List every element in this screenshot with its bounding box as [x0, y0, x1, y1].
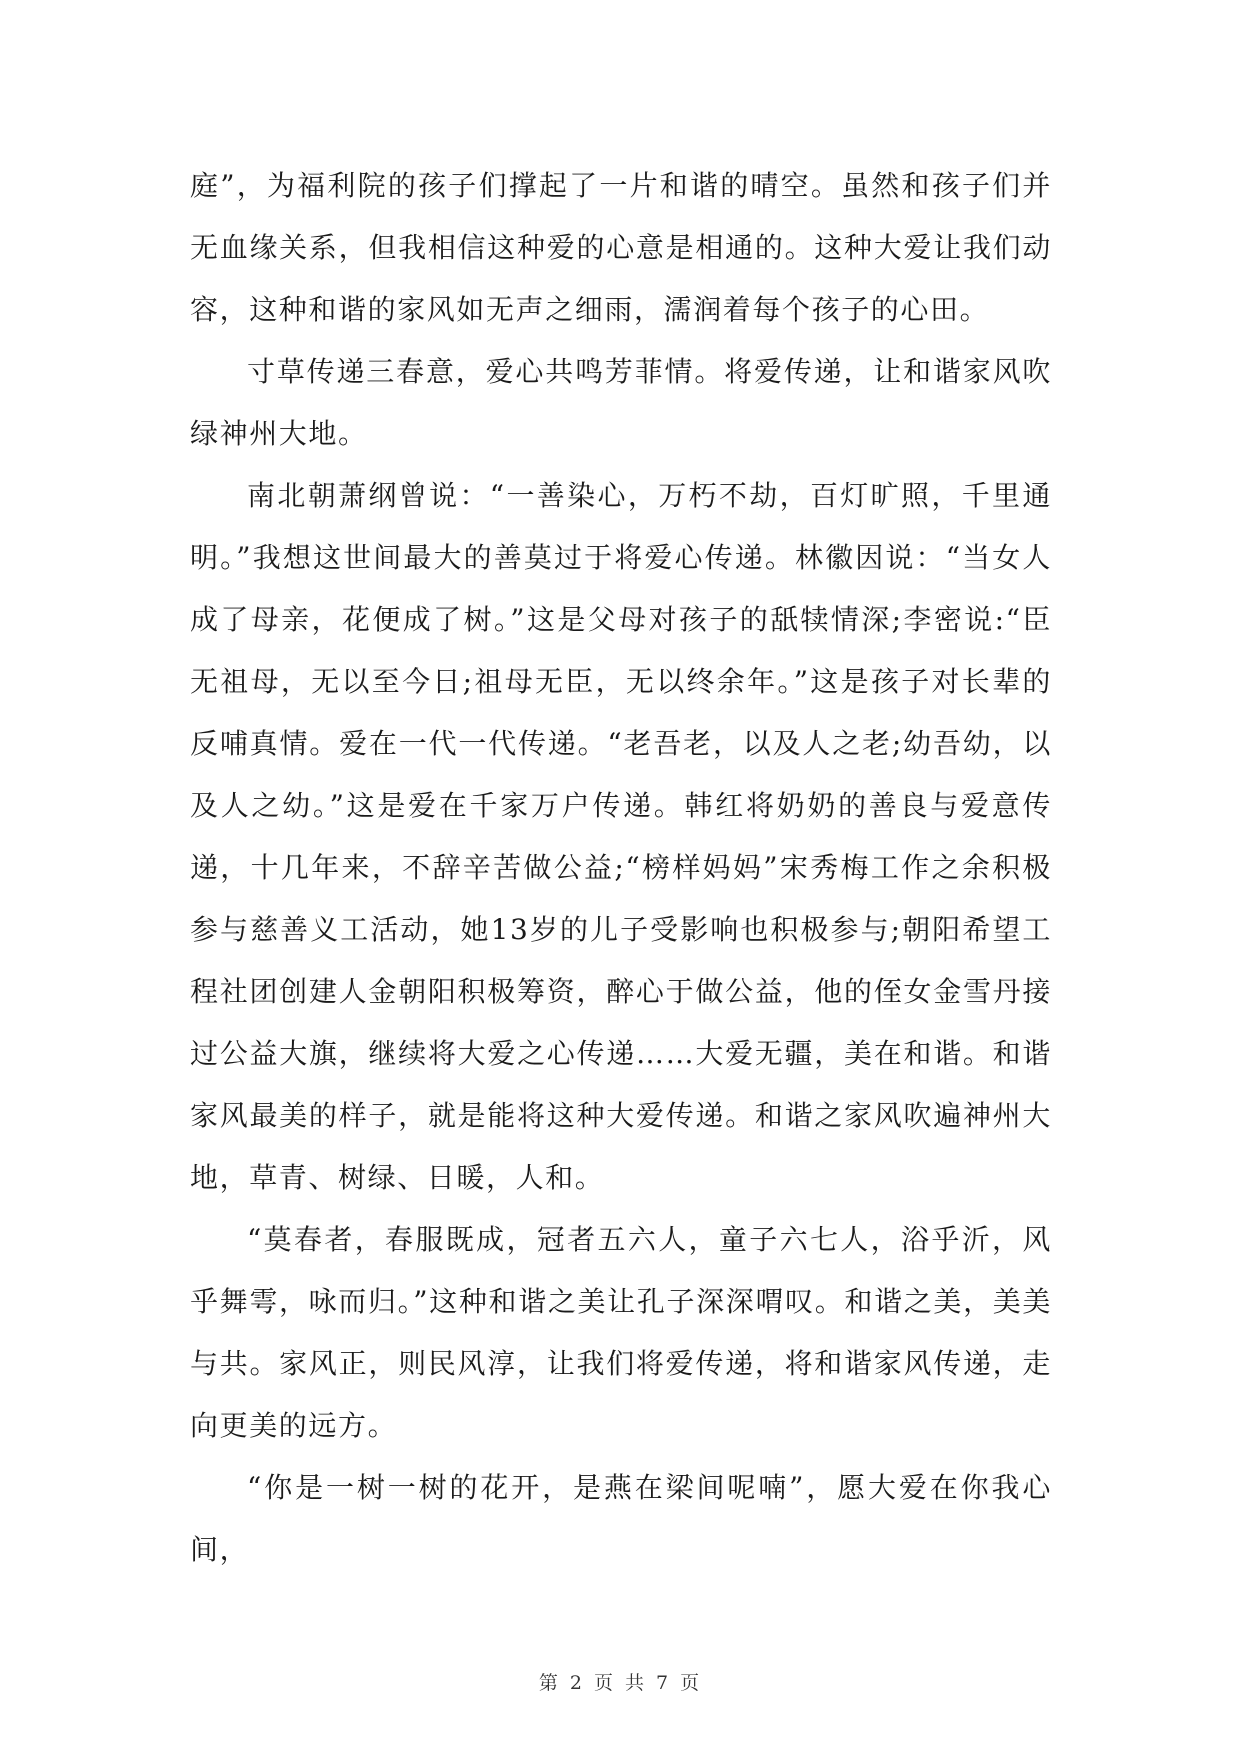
page-number-footer: 第 2 页 共 7 页 — [538, 1672, 703, 1694]
paragraph-2: 寸草传递三春意，爱心共鸣芳菲情。将爱传递，让和谐家风吹绿神州大地。 — [190, 355, 1052, 450]
paragraph-1: 庭”，为福利院的孩子们撑起了一片和谐的晴空。虽然和孩子们并无血缘关系，但我相信这种爱的心意是相通的。这种大爱让我们动容，这种和谐的家风如无声之细雨，濡润着每个孩子的心田。 — [190, 169, 1052, 326]
paragraph-3: 南北朝萧纲曾说：“一善染心，万朽不劫，百灯旷照，千里通明。”我想这世间最大的善莫过于将爱心传递。林徽因说：“当女人成了母亲，花便成了树。”这是父母对孩子的舐犊情深;李密说:“臣无祖母，无以至今日;祖母无臣，无以终余年。”这是孩子对长辈的反哺真情。爱在一代一代传递。“老吾老，以及人之老;幼吾幼，以及人之幼。”这是爱在千家万户传递。韩红将奶奶的善良与爱意传递，十几年来，不辞辛苦做公益;“榜样妈妈”宋秀梅工作之余积极参与慈善义工活动，她13岁的儿子受影响也积极参与;朝阳希望工程社团创建人金朝阳积极筹资，醉心于做公益，他的侄女金雪丹接过公益大旗，继续将大爱之心传递……大爱无疆，美在和谐。和谐家风最美的样子，就是能将这种大爱传递。和谐之家风吹遍神州大地，草青、树绿、日暖，人和。 — [190, 479, 1052, 1194]
paragraph-4: “莫春者，春服既成，冠者五六人，童子六七人，浴乎沂，风乎舞雩，咏而归。”这种和谐之美让孔子深深喟叹。和谐之美，美美与共。家风正，则民风淳，让我们将爱传递，将和谐家风传递，走向更美的远方。 — [190, 1223, 1052, 1442]
document-body — [190, 155, 1052, 1581]
paragraph-5: “你是一树一树的花开，是燕在梁间呢喃”，愿大爱在你我心间， — [190, 1471, 1052, 1566]
